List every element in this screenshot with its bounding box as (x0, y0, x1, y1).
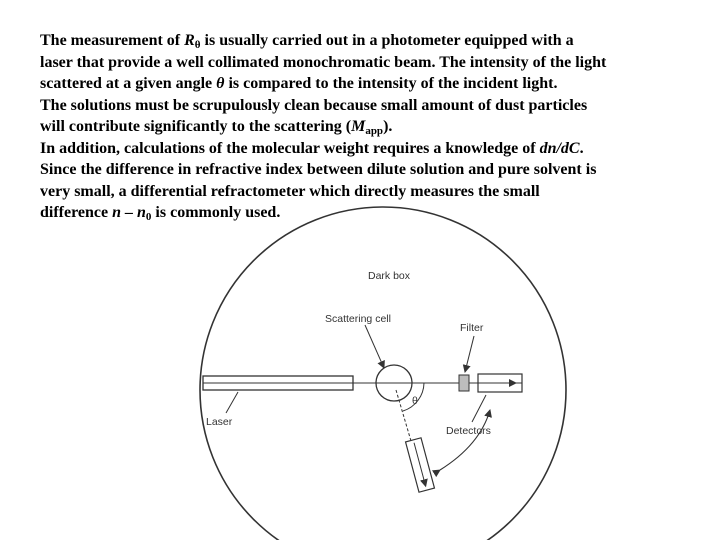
scattering-cell-label: Scattering cell (325, 313, 391, 325)
text-line-4: The solutions must be scrupulously clean because small amount of dust particles (40, 96, 588, 114)
text-line-2: laser that provide a well collimated monochromatic beam. The intensity of the light (40, 53, 607, 71)
text-line-3: scattered at a given angle θ is compared to the intensity of the incident light. (40, 75, 558, 92)
laser-label: Laser (206, 416, 233, 428)
symbol-dndc: dn/dC (539, 139, 580, 157)
angle-label: θ (412, 395, 418, 407)
angled-detector (406, 438, 435, 492)
symbol-m: M (351, 118, 366, 135)
symbol-n-n0: n – n (112, 204, 146, 221)
filter (459, 375, 469, 391)
filter-pointer (465, 336, 474, 372)
text-line-6: In addition, calculations of the molecular weight requires a knowledge of dn/dC. (40, 139, 584, 157)
symbol-theta: θ (216, 75, 225, 92)
symbol-r: R (184, 32, 195, 49)
scattering-cell-pointer (365, 325, 384, 368)
text-line-8: very small, a differential refractometer which directly measures the small (40, 182, 540, 200)
subscript-app: app (365, 125, 384, 137)
text-line-9: difference n – $n_0$ is commonly used. (40, 204, 281, 223)
laser-pointer (226, 392, 238, 413)
subscript-zero: 0 (145, 211, 152, 223)
text-line-1: The measurement of $R_\theta$ is usually carried out in a photometer equipped with a (40, 32, 574, 51)
detector-motion-arc (440, 410, 490, 470)
detectors-label: Detectors (446, 425, 491, 437)
filter-label: Filter (460, 322, 484, 334)
text-line-5: will contribute significantly to the scattering $(M_{app})$. (40, 118, 393, 137)
subscript-theta: θ (194, 39, 201, 51)
dark-box-label: Dark box (368, 270, 411, 282)
detectors-pointer (472, 395, 486, 422)
text-line-7: Since the difference in refractive index between dilute solution and pure solvent is (40, 161, 597, 178)
